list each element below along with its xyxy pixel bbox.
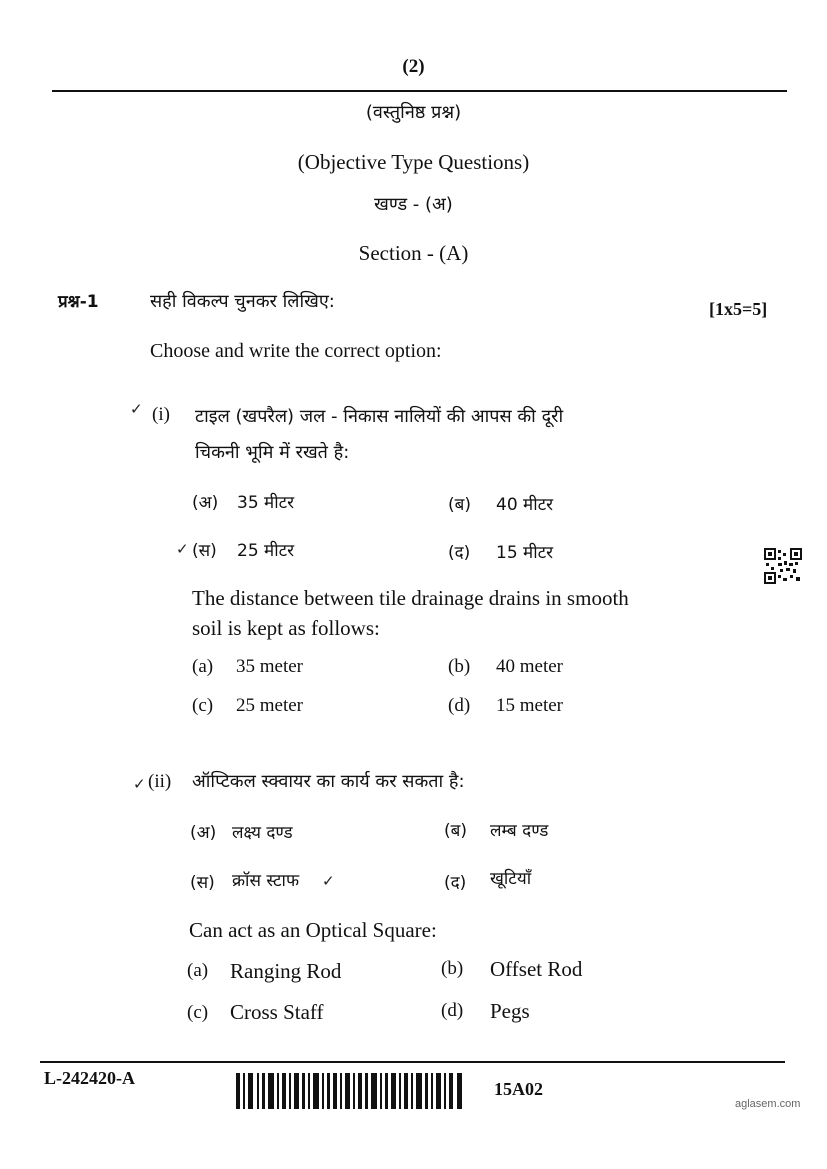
option-label: (द): [448, 543, 471, 563]
section-hindi: खण्ड - (अ): [374, 194, 453, 215]
question-instruction-hindi: सही विकल्प चुनकर लिखिए:: [150, 291, 335, 312]
option-text: 25 मीटर: [237, 541, 295, 561]
subquestion-text-english: soil is kept as follows:: [192, 616, 380, 640]
option-label: (द): [444, 873, 467, 893]
header-rule: [52, 90, 787, 92]
question-instruction-english: Choose and write the correct option:: [150, 340, 442, 362]
option-text: 40 meter: [496, 656, 564, 677]
option-text: 35 मीटर: [237, 493, 295, 513]
question-marks: [1x5=5]: [709, 299, 768, 319]
option-text: लक्ष्य दण्ड: [232, 823, 293, 843]
title-hindi: (वस्तुनिष्ठ प्रश्न): [365, 102, 462, 123]
subquestion-number: (i): [152, 404, 170, 425]
option-label: (स): [190, 873, 215, 893]
option-text: 40 मीटर: [496, 495, 554, 515]
option-label: (ब): [444, 821, 467, 841]
checkmark-icon: ✓: [130, 400, 143, 418]
option-label: (अ): [190, 823, 217, 843]
option-label: (b): [441, 958, 464, 979]
option-label: (c): [187, 1002, 209, 1023]
subquestion-text-hindi: ऑप्टिकल स्क्वायर का कार्य कर सकता है:: [192, 771, 465, 792]
option-text: लम्ब दण्ड: [490, 821, 549, 841]
option-text: 25 meter: [236, 695, 304, 716]
option-text: Offset Rod: [490, 957, 583, 981]
option-label: (c): [192, 695, 214, 716]
qr-code-icon: [764, 548, 802, 584]
booklet-code: 15A02: [494, 1079, 543, 1099]
option-text: 35 meter: [236, 656, 304, 677]
option-label: (a): [192, 656, 214, 677]
option-text: Pegs: [490, 999, 530, 1023]
option-text: Ranging Rod: [230, 959, 342, 983]
subquestion-text-hindi: टाइल (खपरैल) जल - निकास नालियों की आपस की दूरी: [195, 406, 564, 427]
option-label: (स): [192, 541, 217, 561]
paper-code: L-242420-A: [44, 1068, 135, 1088]
option-label: (अ): [192, 493, 219, 513]
watermark: aglasem.com: [735, 1098, 801, 1110]
checkmark-icon: ✓: [322, 872, 335, 890]
checkmark-icon: ✓: [176, 540, 189, 558]
option-label: (ब): [448, 495, 471, 515]
subquestion-text-english: Can act as an Optical Square:: [189, 918, 437, 942]
option-label: (d): [448, 695, 471, 716]
option-text: खूटियाँ: [490, 869, 532, 889]
page-number: (2): [402, 56, 425, 77]
option-text: क्रॉस स्टाफ: [232, 871, 300, 891]
option-label: (a): [187, 960, 209, 981]
option-label: (b): [448, 656, 471, 677]
footer-rule: [40, 1061, 785, 1063]
question-number: प्रश्न-1: [58, 292, 99, 312]
option-text: 15 meter: [496, 695, 564, 716]
option-text: Cross Staff: [230, 1000, 324, 1024]
option-label: (d): [441, 1000, 464, 1021]
checkmark-icon: ✓: [133, 775, 146, 793]
subquestion-text-english: The distance between tile drainage drains in smooth: [192, 586, 629, 610]
section-english: Section - (A): [358, 241, 469, 265]
subquestion-number: (ii): [148, 771, 172, 792]
barcode-icon: [236, 1071, 464, 1111]
subquestion-text-hindi: चिकनी भूमि में रखते है:: [195, 442, 350, 463]
option-text: 15 मीटर: [496, 543, 554, 563]
title-english: (Objective Type Questions): [297, 150, 530, 174]
